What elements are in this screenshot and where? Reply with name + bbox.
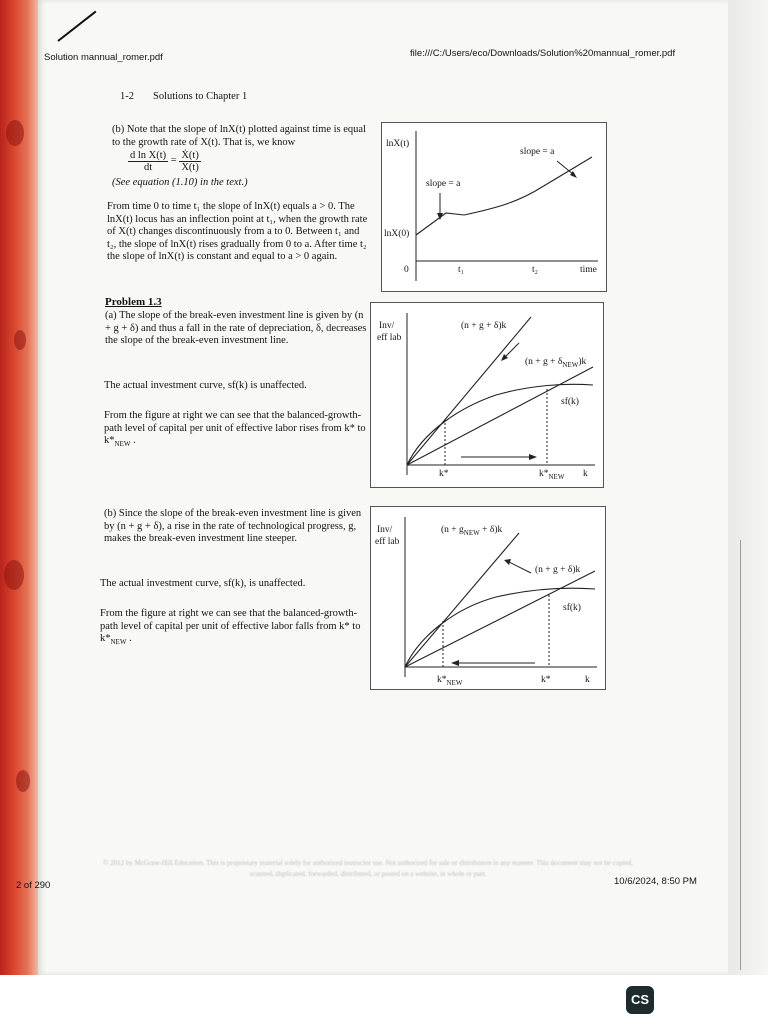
new-line-label bbox=[441, 525, 502, 539]
new-line-label bbox=[525, 357, 586, 371]
camscanner-logo-icon: CS bbox=[626, 986, 654, 1014]
part-b-p2: The actual investment curve, sf(k), is unaffected. bbox=[100, 578, 306, 589]
shift-arrow-shaft bbox=[507, 561, 531, 573]
equation-note: (See equation (1.10) in the text.) bbox=[112, 177, 248, 188]
part-a-p1: (a) The slope of the break-even investment line is given by (n + g + δ) and thus a fall in the rate of depreciation, δ, decreases the slope of the break-even investment line. bbox=[105, 310, 367, 347]
x-origin-label: 0 bbox=[404, 265, 409, 275]
part-a-p3-text: From the figure at right we can see that the balanced-growth-path level of capital per unit of effective labor rises from k* to k* bbox=[104, 410, 366, 447]
new-line-post: + δ)k bbox=[479, 525, 503, 535]
arrow-left-head bbox=[451, 660, 459, 666]
knew-sub: NEW bbox=[548, 472, 565, 481]
figure-tech-progress-rise bbox=[370, 506, 606, 690]
eq-lhs-num: d ln X(t) bbox=[130, 150, 167, 161]
pdf-filename: Solution mannual_romer.pdf bbox=[44, 52, 163, 63]
part-b-p3-end: . bbox=[126, 633, 132, 645]
part-a-p3-sub: NEW bbox=[114, 440, 131, 449]
part-a-p3-end: . bbox=[130, 435, 136, 447]
eq-lhs-den: dt bbox=[144, 162, 153, 173]
y-intercept-label: lnX(0) bbox=[384, 229, 410, 239]
part-a-p2: The actual investment curve, sf(k) is unaffected. bbox=[104, 380, 307, 391]
new-line-pre: (n + g bbox=[441, 525, 464, 535]
arrow-right-head bbox=[529, 454, 537, 460]
line-old-breakeven bbox=[405, 571, 595, 667]
new-line-pre: (n + g + δ bbox=[525, 357, 563, 367]
page-count: 2 of 290 bbox=[16, 880, 51, 891]
sf-label: sf(k) bbox=[563, 603, 581, 613]
sf-curve bbox=[405, 588, 595, 667]
knew-label bbox=[437, 675, 462, 689]
problem-heading: Problem 1.3 bbox=[105, 296, 162, 308]
part-b-p3-sub: NEW bbox=[110, 638, 127, 647]
y-label-top: Inv/ bbox=[379, 321, 395, 331]
figure-depreciation-fall bbox=[370, 302, 604, 488]
new-line-post: )k bbox=[578, 357, 587, 367]
y-label-top: Inv/ bbox=[377, 525, 393, 535]
t1-label: t₁ bbox=[458, 265, 464, 275]
knew-pre: k* bbox=[437, 675, 447, 685]
page-number-label: 1-2 bbox=[120, 91, 134, 102]
copyright-notice: © 2012 by McGraw-Hill Education. This is proprietary material solely for authorized instructor use. Not authorized for sale or distribution in any manner. This document may not be copied, scanned, duplicated, forwarded, distributed, or posted on a website, in whole or part. bbox=[103, 859, 633, 878]
knew-pre: k* bbox=[539, 469, 549, 479]
part-b-p3-text: From the figure at right we can see that the balanced-growth-path level of capital per unit of effective labor falls from k* to k* bbox=[100, 608, 361, 645]
line-new-breakeven bbox=[407, 367, 593, 465]
print-timestamp: 10/6/2024, 8:50 PM bbox=[614, 876, 697, 887]
line-new-breakeven bbox=[405, 533, 519, 667]
kstar-label: k* bbox=[439, 469, 449, 479]
knew-sub: NEW bbox=[446, 678, 463, 687]
knew-label bbox=[539, 469, 564, 483]
new-line-sub: NEW bbox=[562, 360, 579, 369]
t2-label: t₂ bbox=[532, 265, 538, 275]
y-label-bottom: eff lab bbox=[375, 537, 400, 547]
x-axis-label: k bbox=[585, 675, 590, 685]
chapter-title: Solutions to Chapter 1 bbox=[153, 91, 248, 102]
page-edge-red bbox=[0, 0, 40, 975]
sf-label: sf(k) bbox=[561, 397, 579, 407]
part-a-p3 bbox=[104, 410, 366, 451]
part-b-p3 bbox=[100, 608, 362, 649]
page-shadow bbox=[728, 0, 768, 975]
kstar-label: k* bbox=[541, 675, 551, 685]
old-line-label: (n + g + δ)k bbox=[461, 321, 507, 331]
part-b-p1: (b) Since the slope of the break-even investment line is given by (n + g + δ), a rise in the rate of technological progress, g, makes the break-even investment line steeper. bbox=[104, 508, 362, 545]
y-label-bottom: eff lab bbox=[377, 333, 402, 343]
figure-lnx-time bbox=[381, 122, 607, 292]
growth-equation: $\frac{\text{d ln X(t)}}{dt}$ = $\frac{\text{Ẋ(t)}}{X(t)}$ bbox=[130, 150, 199, 173]
y-axis-label: lnX(t) bbox=[386, 139, 410, 149]
fold-line bbox=[740, 540, 741, 970]
slope-right-label: slope = a bbox=[520, 147, 555, 157]
eq-rhs-den: X(t) bbox=[181, 162, 199, 173]
figure-lnx-svg bbox=[382, 123, 606, 291]
new-line-sub: NEW bbox=[463, 528, 480, 537]
slope-left-label: slope = a bbox=[426, 179, 461, 189]
file-url: file:///C:/Users/eco/Downloads/Solution%20mannual_romer.pdf bbox=[410, 48, 676, 59]
eq-rhs-num: Ẋ(t) bbox=[181, 150, 199, 161]
shift-arrow-head bbox=[504, 559, 511, 565]
old-line-label: (n + g + δ)k bbox=[535, 565, 581, 575]
x-axis-label: k bbox=[583, 469, 588, 479]
x-axis-label: time bbox=[580, 265, 597, 275]
part-b-body: From time 0 to time t₁ the slope of lnX(t) equals a > 0. The lnX(t) locus has an inflection point at t₁, when the growth rate of X(t) changes discontinuously from a to 0. Between t₁ and t₂, the slope of lnX(t) rises gradually from 0 to a. After time t₂ the slope of lnX(t) is constant and equal to a > 0 again. bbox=[107, 201, 368, 263]
part-b-intro: (b) Note that the slope of lnX(t) plotted against time is equal to the growth rate of X(t). That is, we know bbox=[112, 124, 366, 148]
